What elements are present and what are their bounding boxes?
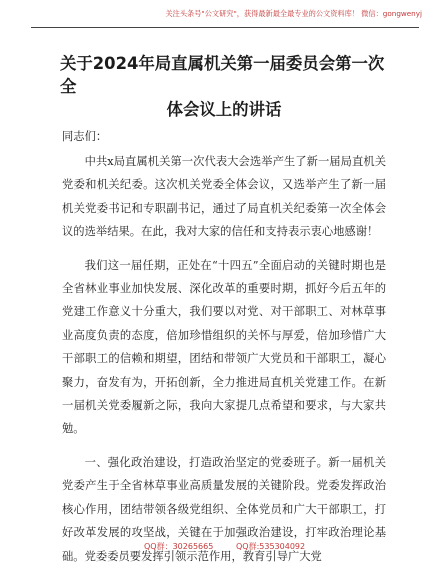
paragraph-2: 我们这一届任期，正处在“十四五”全面启动的关键时期也是全省林业事业加快发展、深化改革的重要时期，抓好今后五年的党建工作意义十分重大，我们要以对党、对干部职工、对林草事业高度负责的态度，倍加珍惜组织的关怀与厚爱，倍加珍惜广大干部职工的信赖和期望，团结和带领广大党员和干部职工，凝心聚力，奋发有为，开拓创新，全力推进局直机关党建工作。在新一届机关党委履新之际，我向大家提几点希望和要求，与大家共勉。 (62, 258, 386, 436)
document-title (60, 52, 388, 121)
document-body (62, 150, 386, 578)
qq-group-2: QQ群:535304092 (236, 542, 306, 551)
title-line-2: 体会议上的讲话 (166, 100, 282, 119)
promo-banner: 关注头条号"公文研究"，获得最新最全最专业的公文资料库！ 微信：gongwenyj (165, 9, 422, 18)
paragraph-3: 一、强化政治建设，打造政治坚定的党委班子。新一届机关党委产生于全省林草事业高质量发展的关键阶段。党委发挥政治核心作用，团结带领各级党组织、全体党员和广大干部职工，打好改革发展的攻坚战，关键在于加强政治建设，打牢政治理论基础。党委委员要发挥引领示范作用，教育引导广大党 (62, 455, 386, 563)
salutation: 同志们： (62, 130, 108, 143)
qq-group-1: QQ群：30265665 (144, 542, 214, 551)
title-line-1: 关于2024年局直属机关第一届委员会第一次全 (60, 54, 385, 96)
paragraph-1: 中共x局直属机关第一次代表大会选举产生了新一届局直机关党委和机关纪委。这次机关党委全体会议，又选举产生了新一届机关党委书记和专职副书记，通过了局直机关纪委第一次全体会议的选举结果。在此，我对大家的信任和支持表示衷心地感谢！ (62, 155, 386, 239)
header-divider (31, 27, 419, 28)
